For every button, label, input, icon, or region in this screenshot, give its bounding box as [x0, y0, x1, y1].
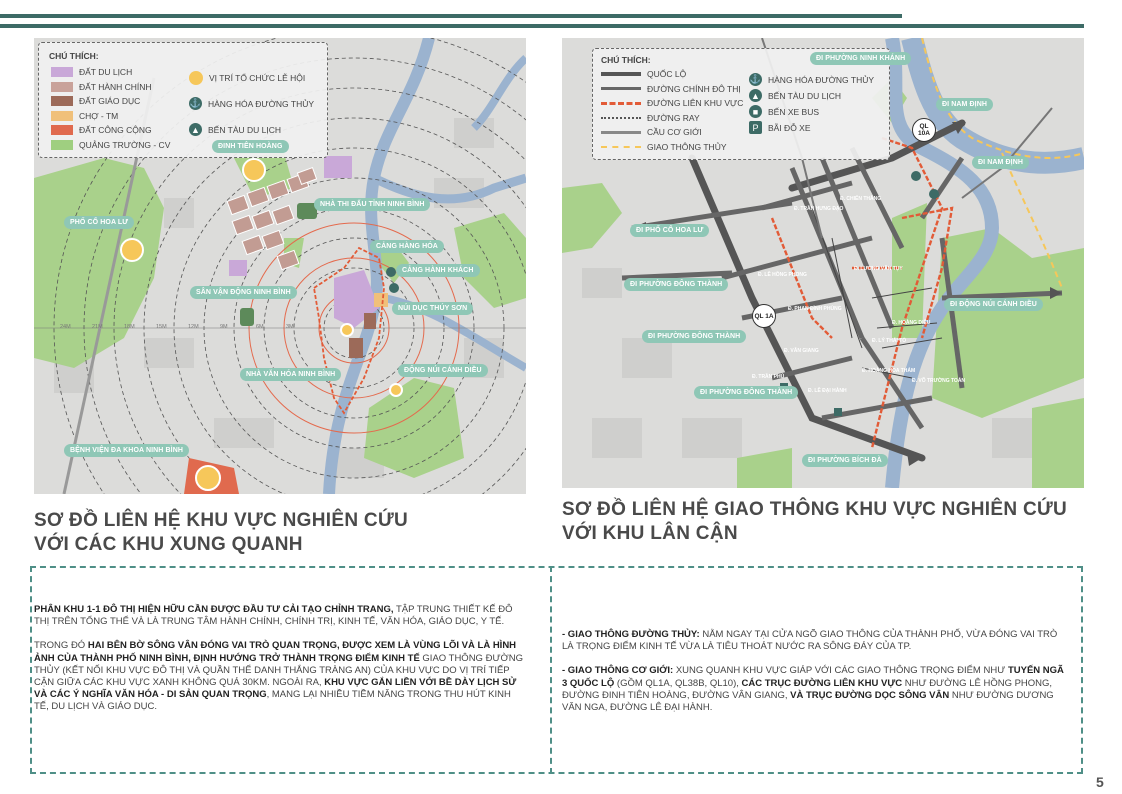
street-label: Đ. HOÀNG HOA THÁM	[862, 368, 916, 374]
context-map	[34, 38, 526, 494]
legend-label: ĐƯỜNG CHÍNH ĐÔ THỊ	[647, 83, 741, 94]
legend-swatch	[51, 140, 73, 150]
place-label: CẢNG HÀNG HÓA	[370, 240, 444, 253]
destination-label: ĐI PHƯỜNG ĐÔNG THÀNH	[642, 330, 746, 343]
street-label: Đ. LÊ ĐẠI HÀNH	[808, 388, 847, 394]
legend-title: CHÚ THÍCH:	[49, 51, 99, 61]
text-left: PHÂN KHU 1-1 ĐÔ THỊ HIỆN HỮU CẦN ĐƯỢC ĐẦU TƯ CẢI TẠO CHỈNH TRANG, TẬP TRUNG THIẾT KẾ ĐÔ THỊ TRÊN TỔNG THỂ VÀ LÀ TRUNG TÂM HÀNH CHÍNH, CHÍNH TRỊ, KINH TẾ, VĂN HÓA, GIÁO DỤC, Y TẾ. TRONG ĐÓ HAI BÊN BỜ SÔNG VÂN ĐÓNG VAI TRÒ QUAN TRỌNG, ĐƯỢC XEM LÀ VÙNG LÕI VÀ LÀ HÌNH ẢNH CỦA THÀNH PHỐ NINH BÌNH, ĐỊNH HƯỚNG TRỞ THÀNH TRỌNG ĐIỂM KINH TẾ GIAO THÔNG ĐƯỜNG THỦY (KẾT NỐI KHU VỰC ĐÔ THỊ VÀ QUẦN THỂ DANH THẮNG TRÀNG AN) CỦA KHU VỰC DO VỊ TRÍ TIẾP CẬN GIỮA CÁC KHU VỰC XANH KHÔNG QUÁ 30KM. NGOÀI RA, KHU VỰC GẮN LIỀN VỚI BỀ DÀY LỊCH SỬ VÀ CÁC Ý NGHĨA VĂN HÓA - DI SẢN QUAN TRỌNG, MANG LẠI NHIỀU TIỀM NĂNG TRONG THU HÚT KINH TẾ, DU LỊCH VÀ GIÁO DỤC.	[34, 604, 523, 713]
place-label: NHÀ THI ĐẤU TỈNH NINH BÌNH	[314, 198, 430, 211]
destination-label: ĐI NAM ĐỊNH	[972, 156, 1029, 169]
legend-item	[601, 142, 727, 152]
destination-label: ĐI PHƯỜNG NINH KHÁNH	[810, 52, 911, 65]
legend-item	[601, 69, 686, 79]
street-label: Đ. LÝ THÁI TỔ	[872, 338, 907, 344]
legend-item	[601, 84, 741, 94]
page-number: 5	[1096, 774, 1104, 790]
legend-swatch	[51, 125, 73, 135]
legend-label: CHỢ - TM	[79, 110, 119, 121]
legend-marker	[749, 89, 841, 102]
place-label: SÂN VẬN ĐỘNG NINH BÌNH	[190, 286, 297, 299]
legend-item	[51, 111, 118, 121]
title-right: SƠ ĐỒ LIÊN HỆ GIAO THÔNG KHU VỰC NGHIÊN CỨU VỚI KHU LÂN CẬN	[562, 499, 1068, 544]
route-badge: QL 1A	[752, 304, 776, 328]
legend-label: VỊ TRÍ TỔ CHỨC LỄ HỘI	[209, 73, 306, 83]
legend-marker	[749, 121, 811, 134]
legend-marker	[189, 123, 281, 136]
destination-label: ĐI PHƯỜNG BÍCH ĐÀ	[802, 454, 888, 467]
legend-title: CHÚ THÍCH:	[601, 55, 651, 65]
legend-swatch	[51, 111, 73, 121]
legend-item	[51, 96, 140, 106]
legend-label: CẦU CƠ GIỚI	[647, 127, 702, 137]
legend-label: BẾN TÀU DU LỊCH	[768, 90, 842, 101]
street-label: Đ. TRẦN PHÚ	[752, 374, 785, 380]
legend-label: QUỐC LỘ	[647, 69, 687, 79]
distance-label: 15M	[156, 324, 167, 330]
legend-label: HÀNG HÓA ĐƯỜNG THỦY	[768, 74, 875, 85]
legend-item	[601, 113, 700, 123]
legend-label: GIAO THÔNG THỦY	[647, 141, 727, 152]
destination-label: ĐI NAM ĐỊNH	[936, 98, 993, 111]
distance-label: 24M	[60, 324, 71, 330]
place-label: ĐINH TIÊN HOÀNG	[212, 140, 289, 153]
legend-marker	[189, 71, 305, 85]
distance-label: 6M	[256, 324, 264, 330]
place-label: ĐỘNG NÚI CÁNH DIỀU	[398, 364, 488, 377]
legend-swatch	[51, 96, 73, 106]
place-label: PHỐ CỔ HOA LƯ	[64, 216, 134, 229]
legend-line-swatch	[601, 87, 641, 90]
legend-label: ĐƯỜNG RAY	[647, 112, 700, 123]
legend-line-swatch	[601, 131, 641, 134]
legend-label: ĐẤT GIÁO DỤC	[79, 96, 141, 106]
legend-label: HÀNG HÓA ĐƯỜNG THỦY	[208, 98, 315, 109]
title-left: SƠ ĐỒ LIÊN HỆ KHU VỰC NGHIÊN CỨU VỚI CÁC KHU XUNG QUANH	[34, 510, 409, 555]
street-label: Đ. TRẦN HƯNG ĐẠO	[794, 206, 844, 212]
description-divider	[550, 566, 552, 774]
destination-label: ĐI PHƯỜNG ĐÔNG THÀNH	[624, 278, 728, 291]
legend-swatch	[51, 82, 73, 92]
top-accent-bar	[0, 14, 902, 18]
transport-map	[562, 38, 1084, 488]
street-label: Đ. HOÀNG DIỆU	[892, 320, 931, 326]
legend-marker	[189, 97, 314, 110]
anchor-icon: ⚓	[189, 98, 202, 108]
legend-line-swatch	[601, 102, 641, 105]
anchor-icon: ⚓	[749, 74, 762, 84]
distance-label: 18M	[124, 324, 135, 330]
street-label: Đ. LƯƠNG VĂN TỤY	[854, 266, 903, 272]
legend-label: QUẢNG TRƯỜNG - CV	[79, 139, 171, 150]
legend-label: ĐƯỜNG LIÊN KHU VỰC	[647, 98, 744, 108]
legend-marker	[749, 73, 874, 86]
street-label: Đ. VÂN GIANG	[784, 348, 819, 354]
boat-icon: ▲	[189, 123, 202, 136]
street-label: Đ. VÕ TRƯỜNG TOẢN	[912, 378, 966, 384]
legend-item	[51, 125, 152, 135]
place-label: BỆNH VIỆN ĐA KHOA NINH BÌNH	[64, 444, 189, 457]
destination-label: ĐI PHỐ CỔ HOA LƯ	[630, 224, 709, 237]
legend-label: ĐẤT CÔNG CỘNG	[79, 125, 152, 135]
legend-label: BÃI ĐỖ XE	[768, 122, 811, 133]
legend-item	[601, 127, 702, 137]
destination-label: ĐI ĐỘNG NÚI CÁNH DIỀU	[944, 298, 1043, 311]
festival-dot-icon	[189, 71, 203, 85]
text-right: - GIAO THÔNG ĐƯỜNG THỦY: NẰM NGAY TẠI CỬA NGÕ GIAO THÔNG CỦA THÀNH PHỐ, VỪA ĐÓNG VAI TRÒ LÀ TRỌNG ĐIỂM KINH TẾ VỪA LÀ TIÊU THOÁT NƯỚC RA SÔNG ĐÁY CỦA TP. - GIAO THÔNG CƠ GIỚI: XUNG QUANH KHU VỰC GIÁP VỚI CÁC GIAO THÔNG TRỌNG ĐIỂM NHƯ TUYẾN NGÃ 3 QUỐC LỘ (GỒM QL1A, QL38B, QL10), CÁC TRỤC ĐƯỜNG LIÊN KHU VỰC NHƯ ĐƯỜNG LÊ HỒNG PHONG, ĐƯỜNG ĐINH TIÊN HOÀNG, ĐƯỜNG VÂN GIANG, VÀ TRỤC ĐƯỜNG DỌC SÔNG VÂN NHƯ ĐƯỜNG DƯƠNG VĂN NGA, ĐƯỜNG LÊ ĐẠI HÀNH.	[562, 629, 1064, 714]
parking-icon: P	[749, 121, 762, 134]
legend-item	[51, 67, 132, 77]
legend-label: BẾN TÀU DU LỊCH	[208, 124, 282, 135]
place-label: NHÀ VĂN HÓA NINH BÌNH	[240, 368, 341, 381]
bus-icon: ■	[749, 105, 762, 118]
distance-label: 12M	[188, 324, 199, 330]
legend-item	[51, 140, 170, 150]
route-badge: QL 10A	[912, 118, 936, 142]
legend-swatch	[51, 67, 73, 77]
distance-label: 21M	[92, 324, 103, 330]
legend-label: BẾN XE BUS	[768, 106, 820, 117]
distance-label: 9M	[220, 324, 228, 330]
place-label: NÚI DỤC THÚY SƠN	[392, 302, 473, 315]
legend-line-swatch	[601, 117, 641, 119]
market-land	[374, 293, 388, 307]
street-label: Đ. CHIẾN THẮNG	[840, 196, 882, 202]
legend-item	[601, 98, 743, 108]
legend-label: ĐẤT DU LỊCH	[79, 67, 133, 77]
legend-line-swatch	[601, 72, 641, 76]
legend-item	[51, 82, 152, 92]
top-accent-bar-long	[0, 24, 1084, 28]
street-label: Đ. PHAN ĐÌNH PHÙNG	[788, 306, 842, 312]
distance-label: 3M	[286, 324, 294, 330]
legend-label: ĐẤT HÀNH CHÍNH	[79, 81, 152, 92]
legend-line-swatch	[601, 146, 641, 148]
legend-marker	[749, 105, 819, 118]
destination-label: ĐI PHƯỜNG ĐÔNG THÀNH	[694, 386, 798, 399]
boat-icon: ▲	[749, 89, 762, 102]
street-label: Đ. LÊ HỒNG PHONG	[758, 272, 807, 278]
place-label: CẢNG HÀNH KHÁCH	[396, 264, 480, 277]
